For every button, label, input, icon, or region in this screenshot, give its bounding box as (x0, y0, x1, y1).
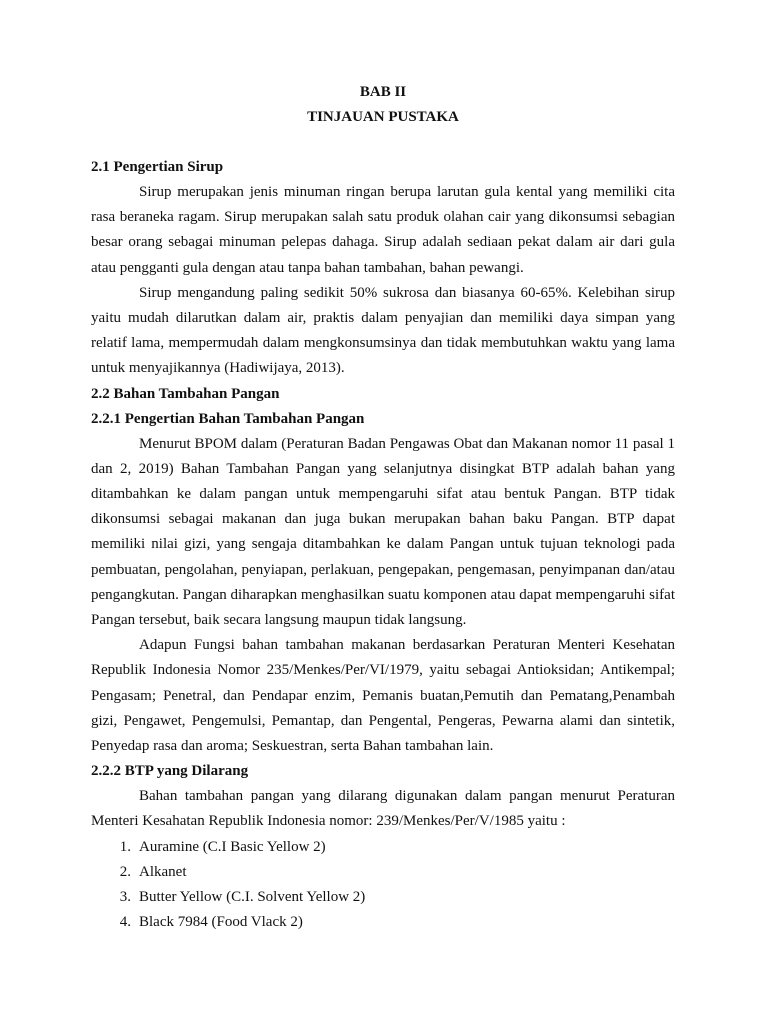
list-item-text: Butter Yellow (C.I. Solvent Yellow 2) (139, 889, 366, 906)
list-item (91, 910, 675, 935)
list-item-number: 1. (119, 838, 131, 855)
list-item-text: Auramine (C.I Basic Yellow 2) (139, 838, 326, 855)
paragraph: Sirup merupakan jenis minuman ringan berupa larutan gula kental yang memiliki cita rasa beraneka ragam. Sirup merupakan salah satu produk olahan cair yang dikonsumsi sebagian besar orang sebagai minuman pelepas dahaga. Sirup adalah sediaan pekat dalam air dari gula atau pengganti gula dengan atau tanpa bahan tambahan, bahan pewangi. (91, 184, 675, 276)
list-item-text: Alkanet (139, 863, 187, 880)
list-item (91, 885, 675, 910)
paragraph: Menurut BPOM dalam (Peraturan Badan Pengawas Obat dan Makanan nomor 11 pasal 1 dan 2, 2019) Bahan Tambahan Pangan yang selanjutnya disingkat BTP adalah bahan yang ditambahkan ke dalam pangan untuk mempengaruhi sifat atau bentuk Pangan. BTP tidak dikonsumsi sebagai makanan dan juga bukan merupakan bahan baku Pangan. BTP dapat memiliki nilai gizi, yang sengaja ditambahkan ke dalam Pangan untuk tujuan teknologi pada pembuatan, pengolahan, penyiapan, perlakuan, pengepakan, pengemasan, penyimpanan dan/atau pengangkutan. Pangan diharapkan menghasilkan suatu komponen atau dapat mempengaruhi sifat Pangan tersebut, baik secara langsung maupun tidak langsung. (91, 435, 675, 629)
chapter-title: TINJAUAN PUSTAKA (307, 109, 459, 125)
list-item-number: 3. (119, 889, 131, 906)
list-item (91, 860, 675, 885)
banned-additives-list (91, 835, 675, 936)
section-heading-2-2: 2.2 Bahan Tambahan Pangan (91, 385, 280, 402)
paragraph: Bahan tambahan pangan yang dilarang digunakan dalam pangan menurut Peraturan Menteri Kesahatan Republik Indonesia nomor: 239/Menkes/Per/V/1985 yaitu : (91, 788, 675, 830)
document-page (91, 80, 675, 935)
section-heading-2-1: 2.1 Pengertian Sirup (91, 159, 224, 175)
list-item-text: Black 7984 (Food Vlack 2) (139, 914, 303, 931)
paragraph: Sirup mengandung paling sedikit 50% sukrosa dan biasanya 60-65%. Kelebihan sirup yaitu mudah dilarutkan dalam air, praktis dalam penyajian dan memiliki daya simpan yang relatif lama, mempermudah dalam mengkonsumsinya dan tidak membutuhkan waktu yang lama untuk menyajikannya (Hadiwijaya, 2013). (91, 284, 675, 377)
list-item (91, 835, 675, 860)
list-item-number: 2. (119, 863, 131, 880)
list-item-number: 4. (119, 914, 131, 931)
section-heading-2-2-1: 2.2.1 Pengertian Bahan Tambahan Pangan (91, 410, 365, 427)
chapter-number: BAB II (359, 84, 407, 100)
paragraph: Adapun Fungsi bahan tambahan makanan berdasarkan Peraturan Menteri Kesehatan Republik Indonesia Nomor 235/Menkes/Per/VI/1979, yaitu sebagai Antioksidan; Antikempal; Pengasam; Penetral, dan Pendapar enzim, Pemanis buatan,Pemutih dan Pematang,Penambah gizi, Pengawet, Pengemulsi, Pemantap, dan Pengental, Pengeras, Pewarna alami dan sintetik, Penyedap rasa dan aroma; Seskuestran, serta Bahan tambahan lain. (91, 637, 675, 755)
section-heading-2-2-2: 2.2.2 BTP yang Dilarang (91, 763, 249, 780)
